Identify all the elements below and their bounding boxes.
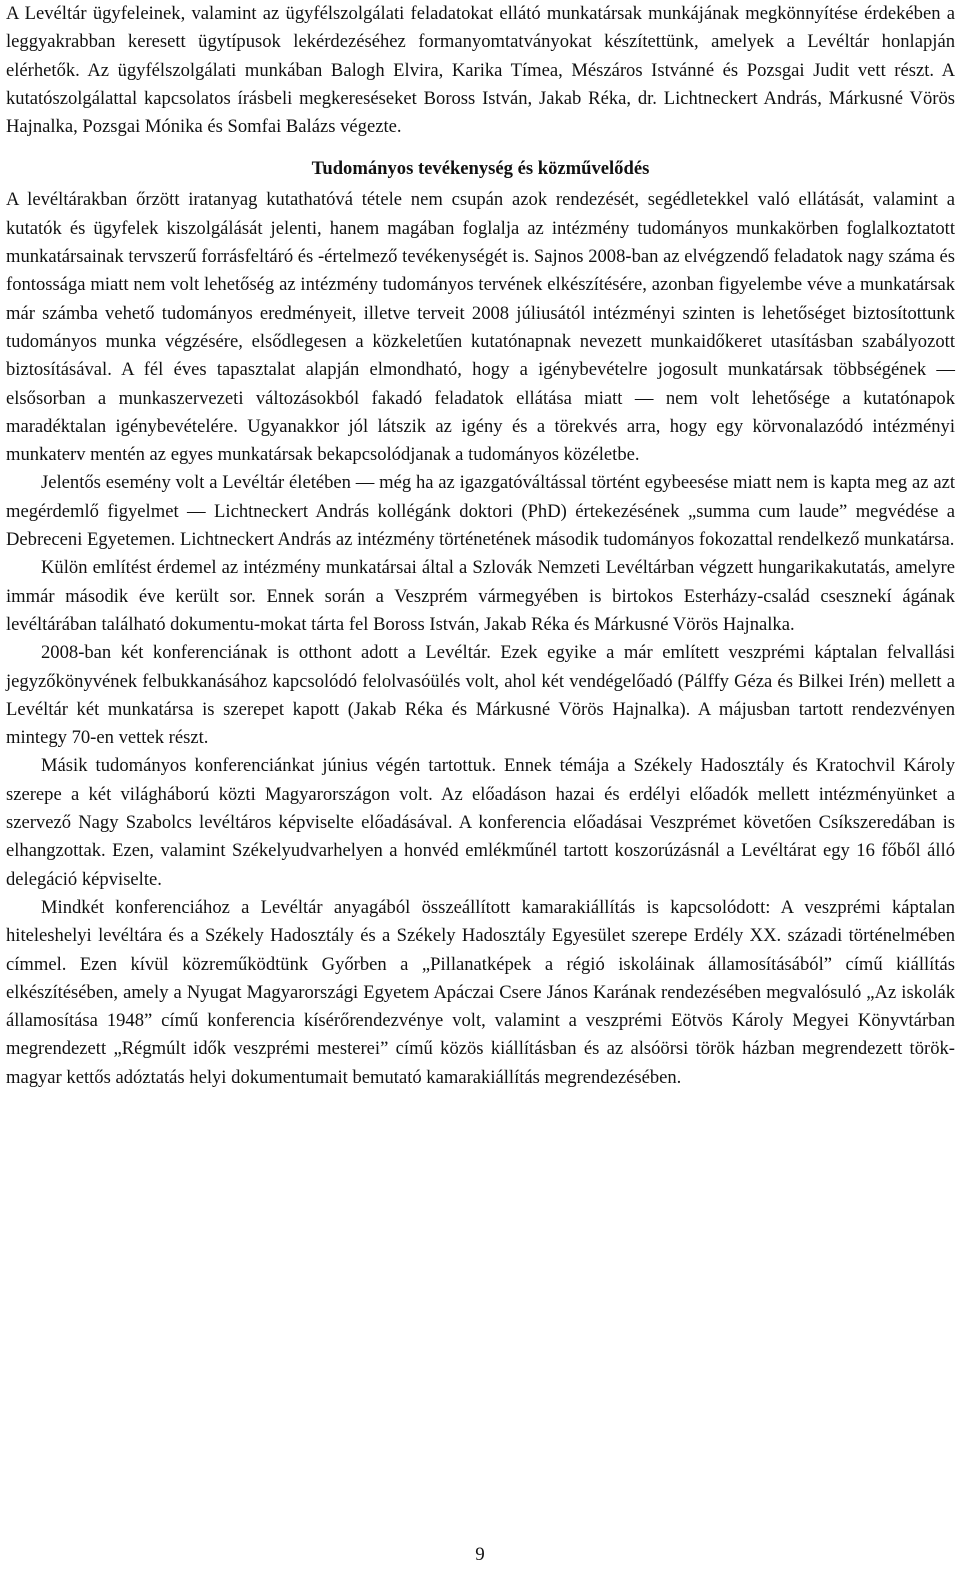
section-title: Tudományos tevékenység és közművelődés xyxy=(311,158,650,180)
paragraph-second-conference: Másik tudományos konferenciánkat június végén tartottuk. Ennek témája a Székely Hadosztály és Kratochvil Károly szerepe a két világháború közti Magyarországon volt. Az előadáson hazai és erdélyi előadók mellett intézményünket a szervező Nagy Szabolcs levéltáros képviselte előadásával. A konferencia előadásai Veszprémet követően Csíkszeredában is elhangzottak. Ezen, valamint Székelyudvarhelyen a honvéd emlékműnél tartott koszorúzásnál a Levéltárat egy 16 főből álló delegáció képviselte. xyxy=(6,755,955,890)
paragraph-conferences: 2008-ban két konferenciának is otthont adott a Levéltár. Ezek egyike a már említett veszprémi káptalan felvallási jegyzőkönyvének felbukkanásához kapcsolódó felolvasóülés volt, ahol két vendégelőadó (Pálffy Géza és Bilkei Irén) mellett a Levéltár két munkatársa is szerepet kapott (Jakab Réka és Márkusné Vörös Hajnalka). A májusban tartott rendezvényen mintegy 70-en vettek részt. xyxy=(6,642,955,749)
page-number: 9 xyxy=(475,1544,485,1565)
paragraph-phd-defense: Jelentős esemény volt a Levéltár életében — még ha az igazgatóváltással történt egybeesése miatt nem is kapta meg az azt megérdemlő figyelmet — Lichtneckert András kollégánk doktori (PhD) értekezésének „summa cum laude” megvédése a Debreceni Egyetemen. Lichtneckert András az intézmény történetének második tudományos fokozattal rendelkező munkatársa. xyxy=(6,472,955,551)
paragraph-research-work: A levéltárakban őrzött iratanyag kutathatóvá tétele nem csupán azok rendezését, segédletekkel való ellátását, valamint a kutatók és ügyfelek kiszolgálását jelenti, hanem magában foglalja az intézmény tudományos munkakörben foglalkoztatott munkatársainak tervszerű forrásfeltáró és -értelmező tevékenységét is. Sajnos 2008-ban az elvégzendő feladatok nagy száma és fontossága miatt nem volt lehetőség az intézmény tudományos tervének elkészítésére, azonban figyelembe véve a munkatársak már számba vehető tudományos eredményeit, illetve terveit 2008 júliusától intézményi szinten is lehetőséget biztosítottunk tudományos munka végzésére, elsődlegesen a közkeletűen kutatónapnak nevezett munkaidőkeret utasításban szabályozott biztosításával. A fél éves tapasztalat alapján elmondható, hogy a igénybevételre jogosult munkatársak többségének — elsősorban a munkaszervezeti változásokból fakadó feladatok ellátása miatt — nem volt lehetősége a kutatónapok maradéktalan igénybevételére. Ugyanakkor jól látszik az igény és a törekvés arra, hogy egy körvonalazódó intézményi munkaterv mentén az egyes munkatársak bekapcsolódjanak a tudományos közéletbe. xyxy=(6,189,955,466)
document-page xyxy=(6,0,955,1092)
intro-paragraph: A Levéltár ügyfeleinek, valamint az ügyfélszolgálati feladatokat ellátó munkatársak munkájának megkönnyítése érdekében a leggyakrabban keresett ügytípusok lekérdezéséhez formanyomtatványokat készítettünk, amelyek a Levéltár honlapján elérhetők. Az ügyfélszolgálati munkában Balogh Elvira, Karika Tímea, Mészáros Istvánné és Pozsgai Judit vett részt. A kutatószolgálattal kapcsolatos írásbeli megkereséseket Boross István, Jakab Réka, dr. Lichtneckert András, Márkusné Vörös Hajnalka, Pozsgai Mónika és Somfai Balázs végezte. xyxy=(6,3,955,138)
paragraph-hungarica-research: Külön említést érdemel az intézmény munkatársai által a Szlovák Nemzeti Levéltárban végzett hungarikakutatás, amelyre immár második éve került sor. Ennek során a Veszprém vármegyében is birtokos Esterházy-család csesznekí ágának levéltárában található dokumentu-mokat tárta fel Boross István, Jakab Réka és Márkusné Vörös Hajnalka. xyxy=(6,557,955,635)
paragraph-exhibitions: Mindkét konferenciához a Levéltár anyagából összeállított kamarakiállítás is kapcsolódott: A veszprémi káptalan hiteleshelyi levéltára és a Székely Hadosztály és a Székely Hadosztály Egyesület szerepe Erdély XX. századi történelmében címmel. Ezen kívül közreműködtünk Győrben a „Pillanatképek a régió iskoláinak államosításából” című kiállítás elkészítésében, amely a Nyugat Magyarországi Egyetem Apáczai Csere János Karának rendezésében megvalósuló „Az iskolák államosítása 1948” című konferencia kísérőrendezvénye volt, valamint a veszprémi Eötvös Károly Megyei Könyvtárban megrendezett „Régmúlt idők veszprémi mesterei” című közös kiállításban és az alsóörsi török házban megrendezett török-magyar kettős adóztatás helyi dokumentumait bemutató kamarakiállítás megrendezésében. xyxy=(6,896,955,1088)
